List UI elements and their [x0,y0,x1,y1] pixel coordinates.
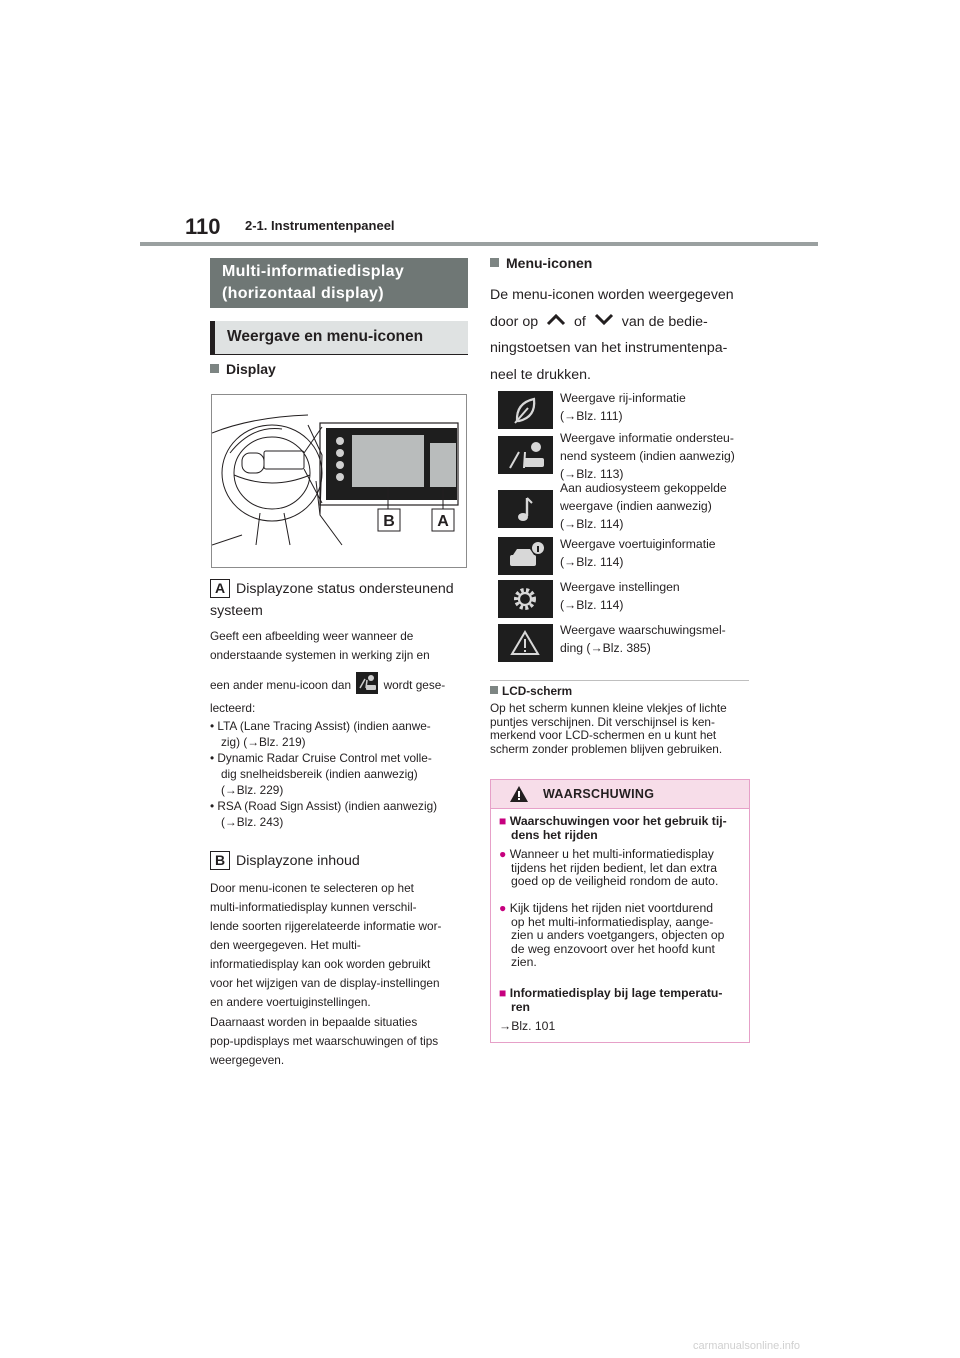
driver-assist-icon [356,672,378,694]
warning-heading-2: ■ Informatiedisplay bij lage temperatu- ren [499,986,723,1014]
menu-intro: De menu-iconen worden weergegeven door op of van de bedie- ningstoetsen van het instrumentenpa- neel te drukken. [490,287,734,383]
warning-bullet-1: ● Wanneer u het multi-informatiedisplay tijdens het rijden bedient, let dan extra goed op de veiligheid rondom de auto. [499,847,719,888]
driver-assist-icon [498,436,553,474]
display-heading: Display [210,361,276,377]
gear-icon [498,580,553,618]
warning-box [490,779,750,1043]
section-title: Multi-informatiedisplay (horizontaal display) [210,258,468,308]
chevron-up-icon [545,312,567,326]
square-bullet-icon [490,686,498,694]
tag-b: B [210,851,230,870]
music-note-icon [498,490,553,528]
menu-item-vehicle: Weergave voertuiginformatie (→Blz. 114) [560,537,716,569]
menu-item-settings: Weergave instellingen (→Blz. 114) [560,580,680,612]
para-b: Door menu-iconen te selecteren op het multi-informatiedisplay kunnen verschil- lende soorten rijgerelateerde informatie wor- den weergegeven. Het multi- informatiedisplay kan ook worden gebruikt voor het wijzigen van de display-instellingen en andere voertuiginstellingen. [210,881,442,1009]
list-item: • RSA (Road Sign Assist) (indien aanwezig) (→Blz. 243) [210,799,438,829]
menu-item-warning: Weergave waarschuwingsmel- ding (→Blz. 385) [560,623,726,655]
chapter-title: 2-1. Instrumentenpaneel [245,218,395,233]
fig-label-a: A [437,513,449,530]
list-item: • LTA (Lane Tracing Assist) (indien aanwe- zig) (→Blz. 219) [210,719,431,749]
item-b [210,850,472,872]
fig-label-b: B [383,513,395,530]
chevron-down-icon [593,312,615,326]
page-number: 110 [185,214,221,239]
system-list [210,718,472,830]
menu-item-assist: Weergave informatie ondersteu- nend systeem (indien aanwezig) (→Blz. 113) [560,431,735,481]
warning-header [491,780,749,809]
leaf-icon [498,391,553,429]
square-bullet-icon [490,258,499,267]
header-rule [140,242,818,246]
lcd-heading: LCD-scherm [490,684,572,698]
para-a: Geeft een afbeelding weer wanneer de onderstaande systemen in werking zijn en een ander menu-icoon dan wordt gese- lecteerd: [210,629,446,715]
para-c: Daarnaast worden in bepaalde situaties pop-updisplays met waarschuwingen of tips weergegeven. [210,1015,439,1067]
lcd-text: Op het scherm kunnen kleine vlekjes of lichte puntjes verschijnen. Dit verschijnsel is ken- merkend voor LCD-schermen en u kunt het scherm zonder problemen blijven gebruiken. [490,701,727,756]
list-item: • Dynamic Radar Cruise Control met volle- dig snelheidsbereik (indien aanwezig) (→Blz. 229) [210,751,432,797]
warning-heading-1: ■ Waarschuwingen voor het gebruik tij- dens het rijden [499,814,727,842]
tag-a: A [210,579,230,598]
divider [490,680,749,681]
item-a-text: Displayzone status ondersteunend systeem [210,581,454,619]
car-info-icon [498,537,553,575]
zoomed-display [304,423,458,509]
warning-triangle-icon [509,785,529,803]
pink-square-icon: ■ [499,814,507,828]
menu-item-audio: Aan audiosysteem gekoppelde weergave (indien aanwezig) (→Blz. 114) [560,481,727,531]
item-a [210,578,472,622]
warning-title: WAARSCHUWING [543,787,655,801]
square-bullet-icon [210,364,219,373]
subsection-title: Weergave en menu-iconen [210,321,468,355]
item-b-text: Displayzone inhoud [235,853,360,869]
menu-item-drive-info: Weergave rij-informatie (→Blz. 111) [560,391,686,423]
pink-dot-icon: ● [499,901,507,915]
dashboard-illustration [212,395,466,567]
warning-ref: →Blz. 101 [499,1019,556,1033]
footer-watermark: carmanualsonline.info [693,1340,801,1352]
pink-dot-icon: ● [499,847,507,861]
dashboard-figure [211,394,467,568]
menu-icons-heading: Menu-iconen [490,255,592,271]
pink-square-icon: ■ [499,986,507,1000]
warning-icon [498,624,553,662]
warning-bullet-2: ● Kijk tijdens het rijden niet voortdurend op het multi-informatiedisplay, aange- zien u anders voetgangers, objecten op de weg enzovoort over het hoofd kunt zien. [499,901,725,969]
